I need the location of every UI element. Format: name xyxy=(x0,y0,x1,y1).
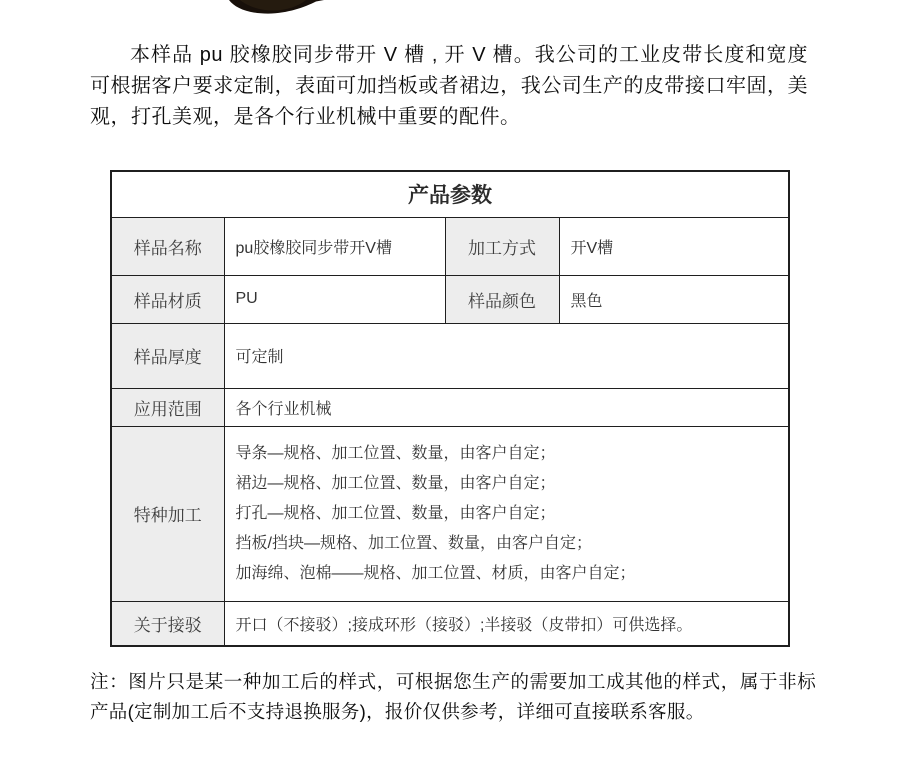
special-processing-line: 打孔—规格、加工位置、数量，由客户自定； xyxy=(235,504,556,522)
table-row-joint xyxy=(111,601,789,646)
product-photo-fragment-icon xyxy=(226,0,324,16)
value-about-joint: 开口（不接驳）;接成环形（接驳）;半接驳（皮带扣）可供选择。 xyxy=(224,601,789,646)
table-title: 产品参数 xyxy=(111,171,789,217)
label-application-range: 应用范围 xyxy=(111,388,224,426)
value-sample-thickness: 可定制 xyxy=(224,323,789,388)
table-row-material xyxy=(111,275,789,323)
value-sample-material: PU xyxy=(224,275,445,323)
value-application-range: 各个行业机械 xyxy=(224,388,789,426)
special-processing-line: 挡板/挡块—规格、加工位置、数量，由客户自定； xyxy=(235,534,592,552)
table-row-special-processing xyxy=(111,426,789,601)
note-paragraph: 注：图片只是某一种加工后的样式，可根据您生产的需要加工成其他的样式，属于非标产品(定制加工后不支持退换服务)，报价仅供参考，详细可直接联系客服。 xyxy=(90,671,816,722)
table-row-sample-name xyxy=(111,217,789,275)
value-sample-color: 黑色 xyxy=(559,275,789,323)
label-sample-material: 样品材质 xyxy=(111,275,224,323)
label-special-processing: 特种加工 xyxy=(111,426,224,601)
value-processing-method: 开V槽 xyxy=(559,217,789,275)
special-processing-line: 导条—规格、加工位置、数量，由客户自定； xyxy=(235,444,556,462)
label-sample-thickness: 样品厚度 xyxy=(111,323,224,388)
label-sample-name: 样品名称 xyxy=(111,217,224,275)
product-parameters-table xyxy=(110,170,790,647)
special-processing-line: 裙边—规格、加工位置、数量，由客户自定； xyxy=(235,474,556,492)
value-sample-name: pu胶橡胶同步带开V槽 xyxy=(224,217,445,275)
label-processing-method: 加工方式 xyxy=(445,217,559,275)
label-sample-color: 样品颜色 xyxy=(445,275,559,323)
table-title-row xyxy=(111,171,789,217)
intro-paragraph: 本样品 pu 胶橡胶同步带开 V 槽 , 开 V 槽。我公司的工业皮带长度和宽度可根据客户要求定制，表面可加挡板或者裙边，我公司生产的皮带接口牢固，美观，打孔美观，是各个行业机械中重要的配件。 xyxy=(90,44,808,128)
special-processing-line: 加海绵、泡棉——规格、加工位置、材质，由客户自定； xyxy=(235,564,636,582)
label-about-joint: 关于接驳 xyxy=(111,601,224,646)
value-special-processing xyxy=(224,426,789,601)
table-row-thickness xyxy=(111,323,789,388)
table-row-application xyxy=(111,388,789,426)
